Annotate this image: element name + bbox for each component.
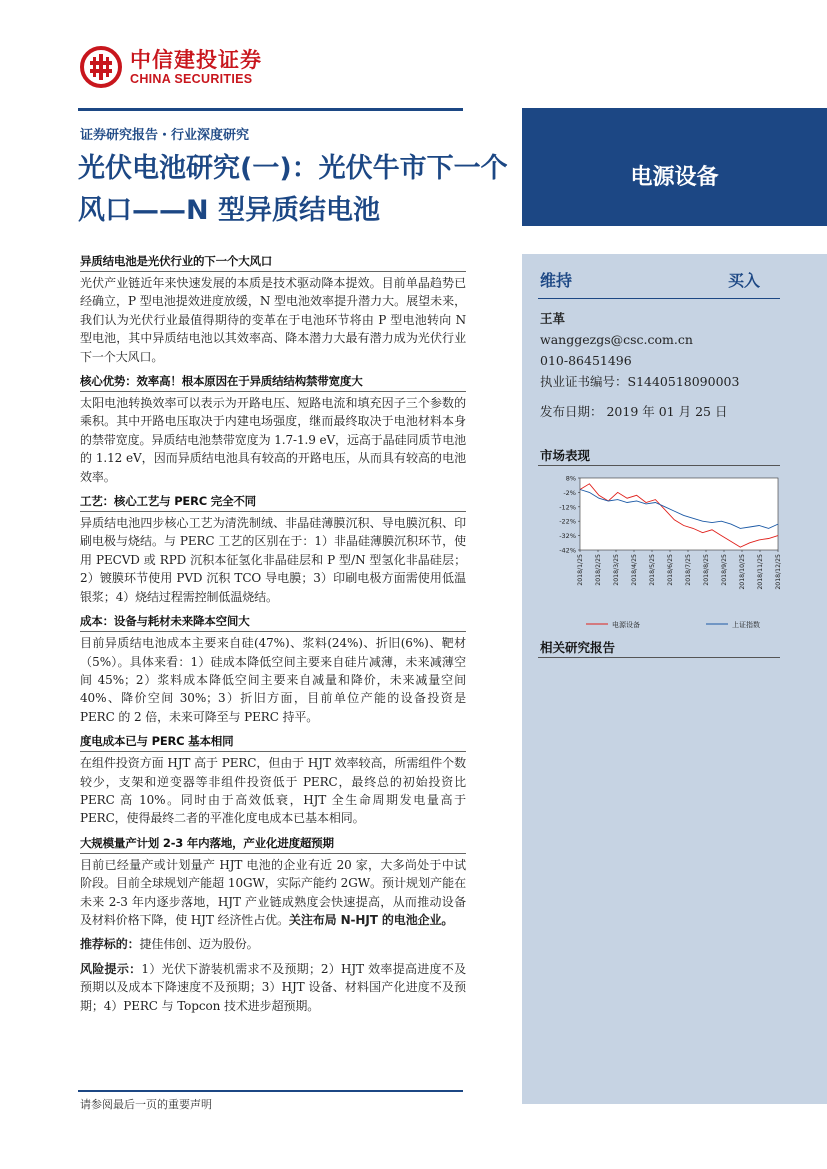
market-heading: 市场表现 — [540, 448, 591, 463]
section-body: 目前异质结电池成本主要来自硅(47%)、浆料(24%)、折旧(6%)、靶材（5%）。具体来看：1）硅成本降低空间主要来自硅片减薄，未来减薄空间 45%；2）浆料成本降低空间主要来自减量和降价，未来减量空间 40%、降价空间 30%；3）折旧方面，目前单位产能的设备投资是 PERC 的 2 倍，未来可降至与 PERC 持平。 — [80, 636, 466, 724]
risk-section — [80, 960, 466, 1015]
report-type: 证券研究报告・行业深度研究 — [80, 128, 250, 143]
citic-logo-icon — [80, 46, 122, 88]
section-4 — [80, 612, 466, 726]
main-content — [80, 252, 466, 1021]
y-tick-label: -2% — [563, 488, 576, 497]
rating-divider — [538, 298, 780, 299]
risk-text — [80, 960, 466, 1015]
legend-label-2: 上证指数 — [732, 621, 760, 629]
x-tick-label: 2018/11/25 — [757, 554, 764, 590]
x-tick-label: 2018/8/25 — [703, 554, 710, 586]
brand-name-cn: 中信建投证券 — [130, 47, 262, 72]
section-heading: 大规模量产计划 2-3 年内落地，产业化进度超预期 — [80, 834, 466, 854]
legend-label-1: 电源设备 — [612, 621, 640, 629]
y-tick-label: -22% — [559, 517, 576, 526]
section-body: 太阳电池转换效率可以表示为开路电压、短路电流和填充因子三个参数的乘积。其中开路电压取决于内建电场强度，继而最终取决于电池材料本身的禁带宽度。异质结电池禁带宽度为 1.7-1.9 eV，远高于晶硅同质节电池的 1.12 eV，因而异质结电池具有较高的开路电压，从而具有较高的电池效率。 — [80, 396, 466, 484]
x-tick-label: 2018/4/25 — [631, 554, 638, 586]
section-3 — [80, 492, 466, 606]
section-5 — [80, 732, 466, 828]
section-6 — [80, 834, 466, 930]
sector-banner — [522, 108, 827, 226]
recommend-section — [80, 935, 466, 953]
section-body: 在组件投资方面 HJT 高于 PERC，但由于 HJT 效率较高，所需组件个数较少，支架和逆变器等非组件投资低于 PERC，最终总的初始投资比 PERC 高 10%。同时由于高效低衰，HJT 全生命周期发电量高于 PERC，使得最终二者的平准化度电成本已基本相同。 — [80, 756, 466, 826]
related-divider — [538, 657, 780, 658]
x-tick-label: 2018/9/25 — [721, 554, 728, 586]
x-tick-label: 2018/6/25 — [667, 554, 674, 586]
rating-value: 买入 — [727, 271, 760, 290]
x-tick-label: 2018/2/25 — [595, 554, 602, 586]
market-chart — [538, 470, 788, 640]
analyst-info — [540, 308, 739, 392]
report-title: 光伏电池研究(一)：光伏牛市下一个风口——N 型异质结电池 — [78, 153, 508, 226]
risk-items: 1）光伏下游装机需求不及预期；2）HJT 效率提高进度不及预期以及成本下降速度不及预期；3）HJT 设备、材料国产化进度不及预期；4）PERC 与 Topcon 技术进步超预期。 — [80, 961, 466, 1013]
recommend-label: 推荐标的： — [80, 937, 140, 952]
section-heading: 工艺：核心工艺与 PERC 完全不同 — [80, 492, 466, 512]
market-divider — [538, 465, 780, 466]
section-body-text: 目前已经量产或计划量产 HJT 电池的企业有近 20 家，大多尚处于中试阶段。目前全球规划产能超 10GW，实际产能约 2GW。预计规划产能在未来 2-3 年内逐步落地，HJT 产业链成熟度会快速提高，从而推动设备及材料价格下降，使 HJT 经济性占优。 — [80, 857, 466, 927]
y-tick-label: -12% — [559, 503, 576, 512]
section-body — [80, 856, 466, 930]
x-tick-label: 2018/7/25 — [685, 554, 692, 586]
brand-logo — [80, 46, 262, 88]
section-heading: 成本：设备与耗材未来降本空间大 — [80, 612, 466, 632]
analyst-cert: 执业证书编号：S1440518090003 — [540, 374, 740, 389]
y-tick-label: -42% — [559, 546, 576, 555]
top-divider — [78, 108, 463, 111]
x-tick-label: 2018/12/25 — [775, 554, 782, 590]
rating-label: 维持 — [540, 271, 573, 290]
brand-name-en: CHINA SECURITIES — [130, 71, 253, 86]
x-tick-label: 2018/10/25 — [739, 554, 746, 590]
section-heading: 异质结电池是光伏行业的下一个大风口 — [80, 252, 466, 272]
section-1 — [80, 252, 466, 366]
publish-date: 发布日期： 2019 年 01 月 25 日 — [540, 404, 728, 419]
section-2 — [80, 372, 466, 486]
x-tick-label: 2018/5/25 — [649, 554, 656, 586]
risk-label: 风险提示： — [80, 961, 142, 976]
footer-disclaimer: 请参阅最后一页的重要声明 — [80, 1098, 212, 1111]
section-heading: 核心优势：效率高！根本原因在于异质结结构禁带宽度大 — [80, 372, 466, 392]
section-heading: 度电成本已与 PERC 基本相同 — [80, 732, 466, 752]
analyst-email[interactable]: wanggezgs@csc.com.cn — [540, 332, 693, 347]
y-tick-label: -32% — [559, 532, 576, 541]
chart-plot-area — [580, 478, 778, 550]
y-tick-label: 8% — [565, 474, 576, 483]
recommend-text — [80, 935, 466, 953]
x-tick-label: 2018/3/25 — [613, 554, 620, 586]
section-body-highlight: 关注布局 N-HJT 的电池企业。 — [288, 912, 454, 927]
section-body: 光伏产业链近年来快速发展的本质是技术驱动降本提效。目前单晶趋势已经确立，P 型电池提效进度放缓，N 型电池效率提升潜力大。展望未来，我们认为光伏行业最值得期待的变革在于电池环节将由 P 型电池转向 N 型电池，其中异质结电池以其效率高、降本潜力大最有潜力成为光伏行业下一个大风口。 — [80, 276, 466, 364]
rating — [540, 268, 760, 291]
related-heading: 相关研究报告 — [540, 640, 616, 655]
x-tick-label: 2018/1/25 — [577, 554, 584, 586]
section-body: 异质结电池四步核心工艺为清洗制绒、非晶硅薄膜沉积、导电膜沉积、印刷电极与烧结。与 PERC 工艺的区别在于：1）非晶硅薄膜沉积环节，使用 PECVD 或 RPD 沉积本征氢化非晶硅层和 P 型/N 型氢化非晶硅层；2）镀膜环节使用 PVD 沉积 TCO 导电膜；3）印刷电极方面需使用低温银浆；4）烧结过程需控制低温烧结。 — [80, 516, 466, 604]
analyst-phone: 010-86451496 — [540, 353, 632, 368]
sector-name: 电源设备 — [630, 165, 719, 190]
analyst-name: 王革 — [540, 311, 566, 326]
recommend-stocks: 捷佳伟创、迈为股份。 — [139, 937, 259, 952]
bottom-divider — [78, 1090, 463, 1092]
